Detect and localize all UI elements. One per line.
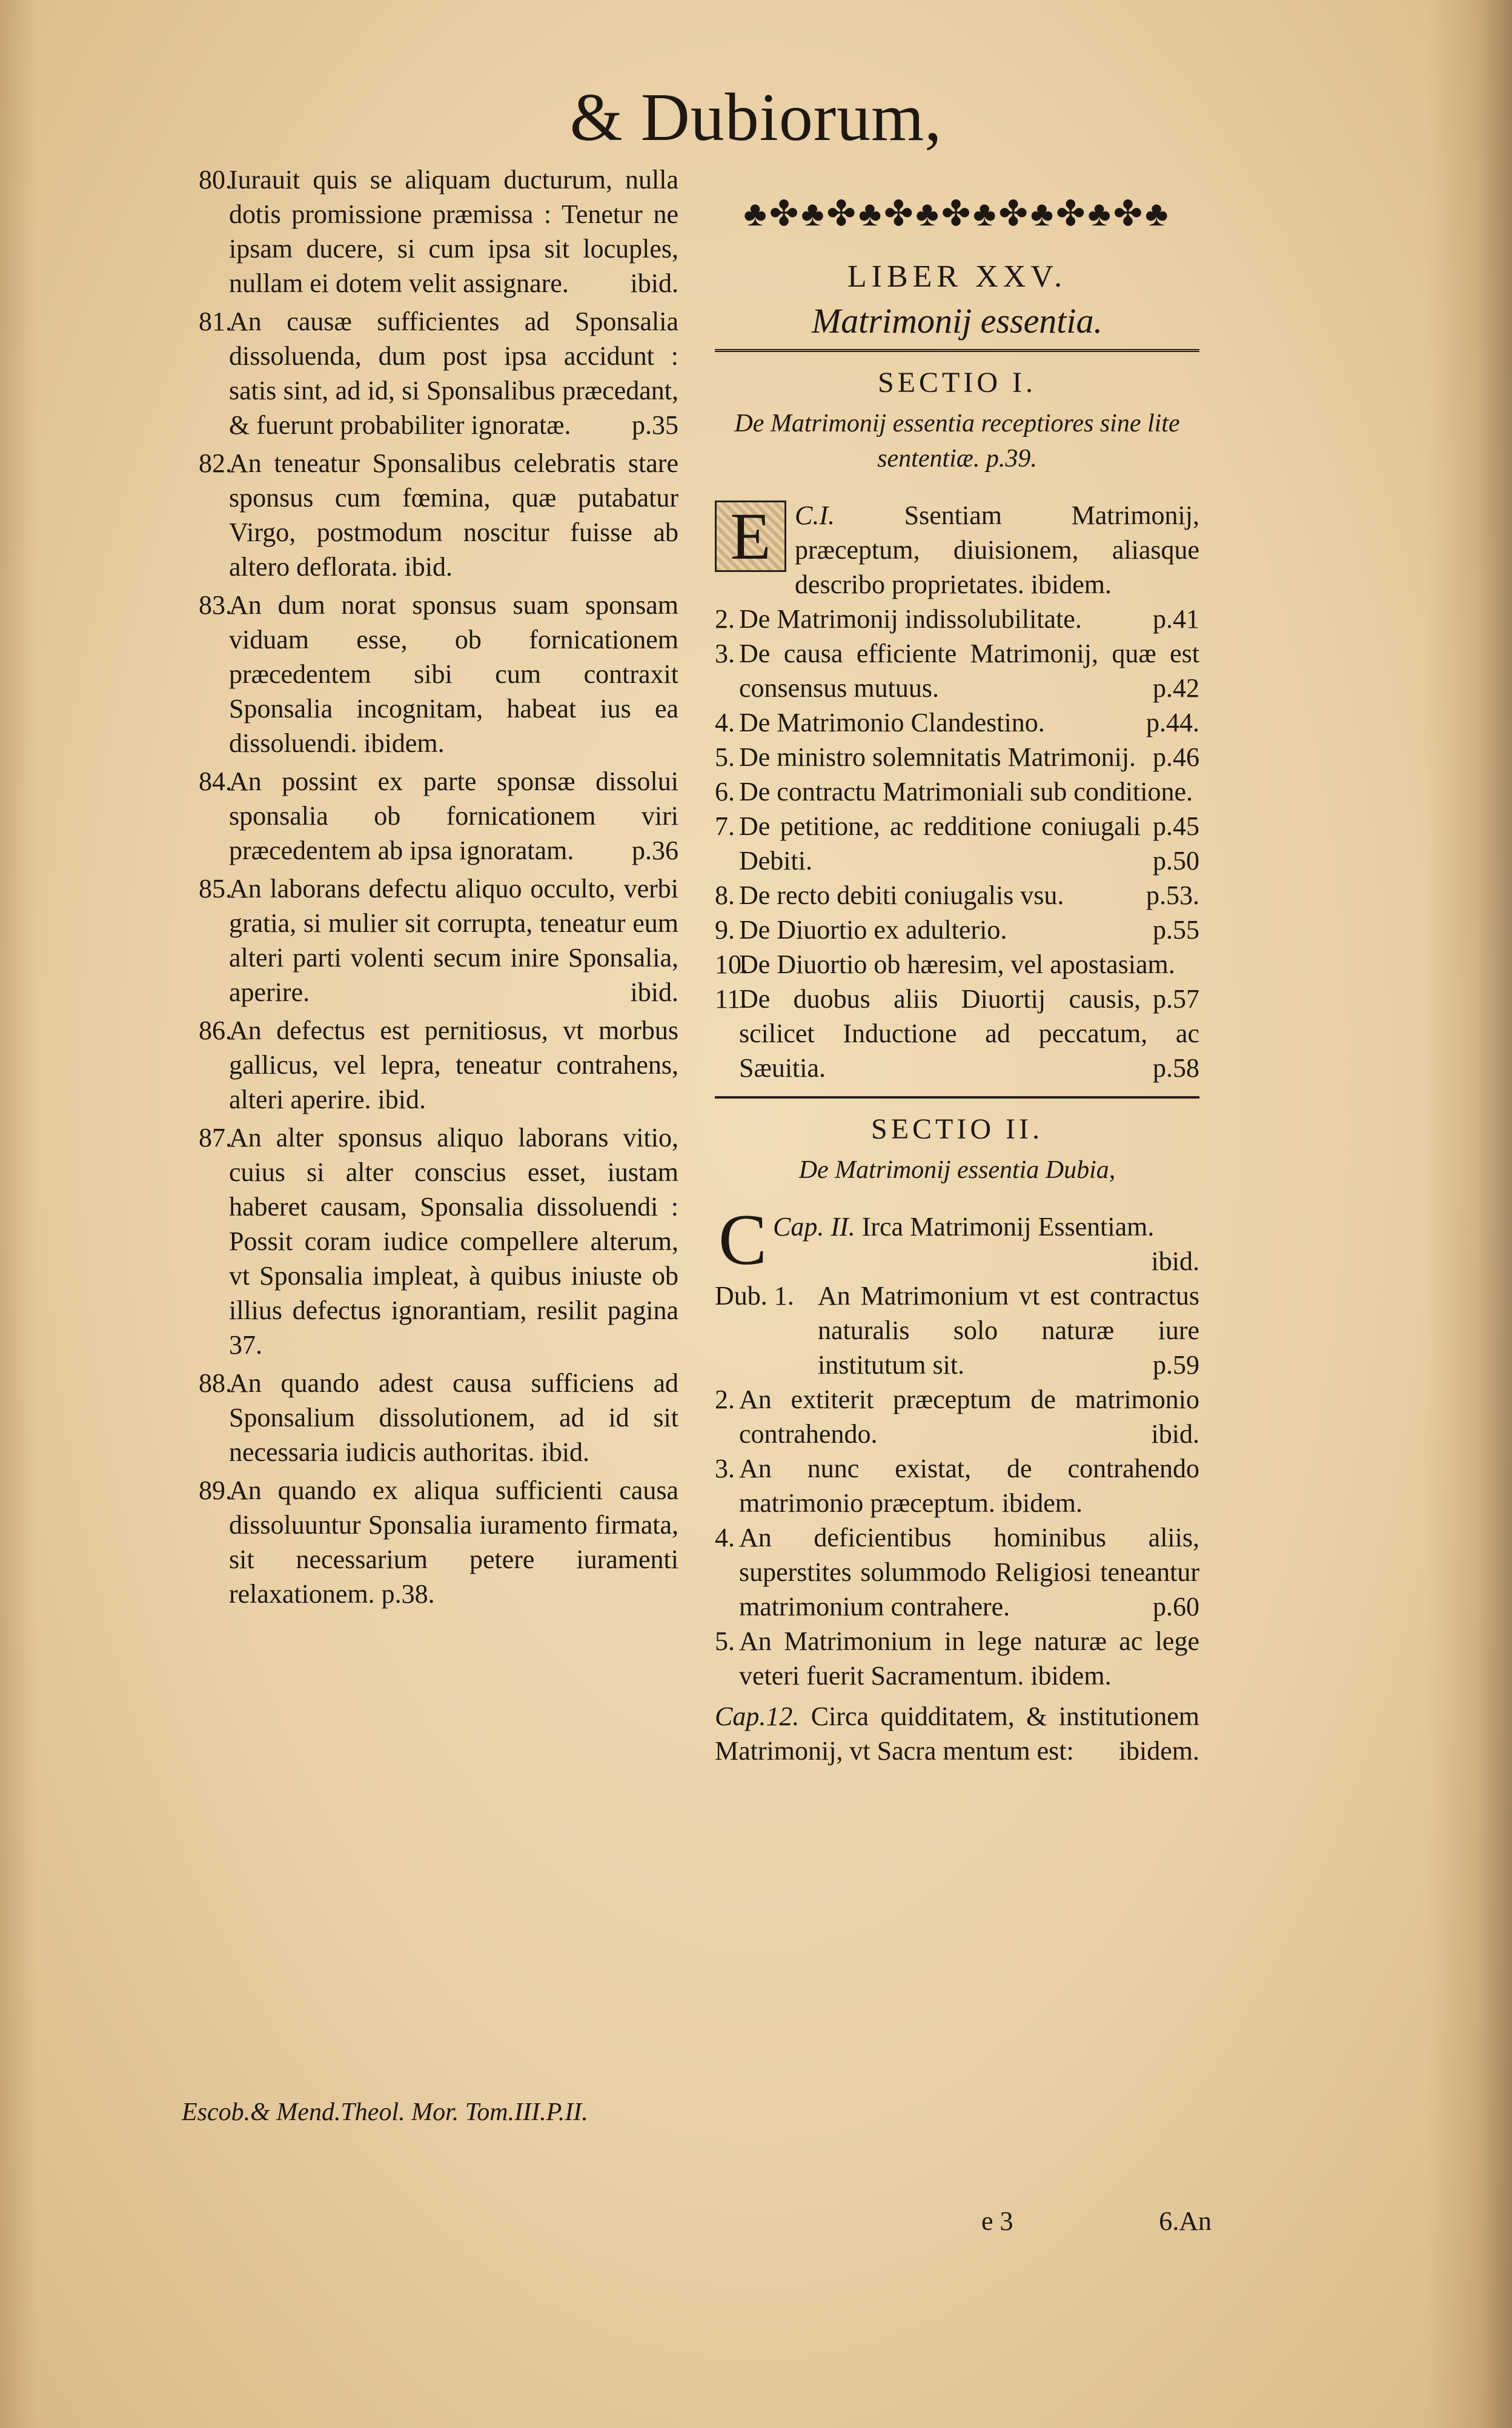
- item-text: An nunc existat, de contrahendo matrimonio præceptum.: [739, 1454, 1199, 1518]
- book-heading: LIBER XXV.: [847, 259, 1067, 294]
- page-ref: ibid.: [1151, 1419, 1199, 1449]
- ornamental-rule: [715, 349, 1199, 352]
- signature-line: [981, 2206, 1212, 2237]
- book-subtitle: Matrimonij essentia.: [811, 301, 1103, 341]
- section-1-caption: De Matrimonij essentia receptiores sine lite sententiæ. p.39.: [734, 410, 1180, 473]
- page-ref: p.45: [1153, 811, 1199, 841]
- entry-number: 88.: [199, 1368, 232, 1398]
- imprint-footer: Escob.& Mend.Theol. Mor. Tom.III.P.II.: [182, 2098, 588, 2126]
- initial-C: C: [718, 1199, 768, 1280]
- entry-number: 84.: [199, 767, 232, 796]
- section-2-item: [715, 1624, 1199, 1693]
- entry-81: [200, 304, 678, 442]
- section-1-item: [715, 878, 1199, 913]
- entry-88: [200, 1366, 678, 1469]
- item-number: 4.: [715, 708, 735, 737]
- item-number: 4.: [715, 1523, 735, 1552]
- entry-text: Iurauit quis se aliquam ducturum, nulla dotis promissione præmissa : Tenetur ne ipsam ducere, si cum ipsa sit locuples, nullam ei dotem velit assignare.: [229, 165, 678, 298]
- section-1-item: [715, 913, 1199, 947]
- page-shadow-right: [1427, 0, 1512, 2428]
- fleuron-ornament-band: ♣✤♣✤♣✤♣✤♣✤♣✤♣✤♣: [743, 194, 1171, 233]
- entry-number: 80.: [199, 165, 232, 195]
- item-number: 9.: [715, 915, 735, 945]
- item-text: De Diuortio ex adulterio.: [739, 915, 1007, 945]
- section-1-title: SECTIO I.: [878, 367, 1036, 399]
- catchword: 6.An: [1159, 2206, 1212, 2236]
- entry-84: [200, 764, 678, 868]
- page-ref: ibidem.: [1030, 570, 1112, 599]
- page-ref: ibidem.: [1001, 1488, 1083, 1518]
- item-number: Dub. 1.: [715, 1281, 794, 1311]
- section-1-item: [715, 602, 1199, 636]
- page-ref: ibid.: [404, 552, 453, 582]
- page-ref: ibidem.: [1030, 1661, 1112, 1691]
- item-text: De Matrimonio Clandestino.: [739, 708, 1045, 737]
- page-ref: p.46: [1153, 742, 1199, 772]
- item-text: De duobus aliis Diuortij causis, scilicet Inductione ad peccatum, ac Sæuitia.: [739, 984, 1199, 1083]
- entry-number: 81.: [199, 307, 232, 336]
- item-number: 5.: [715, 1626, 735, 1656]
- page-ref: p.35: [632, 410, 678, 440]
- page-ref: ibidem.: [363, 728, 445, 758]
- section-2-item: [715, 1279, 1199, 1382]
- entry-text: An quando ex aliqua sufficienti causa dissoluuntur Sponsalia iuramento firmata, sit necessarium petere iuramenti relaxationem.: [229, 1475, 678, 1609]
- left-column: [200, 162, 678, 1615]
- section-1-item: [715, 636, 1199, 705]
- section-1-item: [715, 774, 1199, 841]
- entry-85: [200, 871, 678, 1009]
- item-number: 7.: [715, 811, 735, 841]
- item-number: 5.: [715, 742, 735, 772]
- item-number: 11.: [715, 984, 748, 1014]
- section-2-item: [715, 1451, 1199, 1520]
- entry-80: [200, 162, 678, 301]
- page-ref: ibidem.: [1118, 1736, 1199, 1766]
- item-text: De contractu Matrimoniali sub conditione.: [739, 777, 1193, 807]
- entry-86: [200, 1013, 678, 1117]
- item-number: 10.: [715, 950, 748, 979]
- entry-number: 86.: [199, 1016, 232, 1045]
- item-text: De causa efficiente Matrimonij, quæ est consensus mutuus.: [739, 639, 1199, 703]
- entry-83: [200, 588, 678, 760]
- chapter-1-entry: [715, 498, 1199, 602]
- entry-number: 83.: [199, 590, 232, 620]
- chapter-11-entry: [715, 1199, 1199, 1280]
- entry-number: 82.: [199, 448, 232, 478]
- page-ref: p.41: [1153, 604, 1199, 634]
- right-column: [715, 193, 1199, 1768]
- section-1-item: [715, 809, 1199, 878]
- page-ref: p.53.: [1146, 880, 1199, 910]
- page-ref: ibid.: [377, 1085, 426, 1114]
- page-ref: ibid.: [1151, 1246, 1199, 1276]
- page-ref: p.57: [1153, 984, 1199, 1014]
- page-ref: ibid.: [630, 977, 678, 1007]
- item-text: An deficientibus hominibus aliis, superstites solummodo Religiosi teneantur matrimonium contrahere.: [739, 1523, 1199, 1621]
- chapter-label: Cap.12.: [715, 1701, 800, 1731]
- signature-mark: e 3: [981, 2206, 1013, 2236]
- section-2-title: SECTIO II.: [871, 1113, 1043, 1145]
- item-text: De ministro solemnitatis Matrimonij.: [739, 742, 1136, 772]
- item-text: De Matrimonij indissolubilitate.: [739, 604, 1082, 634]
- section-1-item: [715, 982, 1199, 1085]
- item-text: An Matrimonium vt est contractus naturalis solo naturæ iure institutum sit.: [818, 1281, 1199, 1380]
- page-ref: p.55: [1153, 915, 1199, 945]
- item-number: 3.: [715, 1454, 735, 1483]
- entry-text: An teneatur Sponsalibus celebratis stare sponsus cum fœmina, quæ putabatur Virgo, postmodum noscitur fuisse ab altero deflorata.: [229, 448, 678, 582]
- entry-82: [200, 446, 678, 584]
- chapter-text: Circa quidditatem, & institutionem Matrimonij, vt Sacra mentum est:: [715, 1701, 1199, 1766]
- page-ref: p.58: [1153, 1053, 1199, 1083]
- item-number: 2.: [715, 604, 735, 634]
- page-ref: p.38.: [381, 1579, 435, 1609]
- page-ref: ibid.: [630, 268, 678, 298]
- entry-number: 89.: [199, 1475, 232, 1505]
- page-ref: p.50: [1153, 846, 1199, 876]
- page-ref: p.60: [1153, 1592, 1199, 1621]
- item-number: 3.: [715, 639, 735, 668]
- page-ref: p.42: [1153, 673, 1199, 703]
- chapter-text: Irca Matrimonij Essentiam.: [861, 1212, 1155, 1242]
- chapter-label: C.I.: [795, 501, 835, 530]
- entry-89: [200, 1473, 678, 1611]
- page-ref: ibid.: [541, 1437, 590, 1467]
- item-text: De Diuortio ob hæresim, vel apostasiam.: [739, 950, 1175, 979]
- item-text: De recto debiti coniugalis vsu.: [739, 880, 1064, 910]
- entry-text: An causæ sufficientes ad Sponsalia dissoluenda, dum post ipsa accidunt : satis sint, ad id, si Sponsalibus præcedant, & fuerunt probabiliter ignoratæ.: [229, 307, 678, 440]
- entry-text: An quando adest causa sufficiens ad Sponsalium dissolutionem, ad id sit necessaria iudicis authoritas.: [229, 1368, 678, 1467]
- entry-text: An alter sponsus aliquo laborans vitio, cuius si alter conscius esset, iustam haberet causam, Sponsalia dissoluendi : Possit coram iudice compellere alterum, vt Sponsalia impleat, à quibus iniuste ob illius defectus ignorantiam, resilit pagina 37.: [229, 1123, 678, 1360]
- chapter-label: Cap. II.: [773, 1212, 855, 1242]
- item-number: 8.: [715, 880, 735, 910]
- page-shadow-left: [0, 0, 36, 2428]
- item-number: 2.: [715, 1385, 735, 1414]
- item-number: 6.: [715, 777, 735, 807]
- section-2-caption: De Matrimonij essentia Dubia,: [798, 1156, 1116, 1184]
- item-text: De petitione, ac redditione coniugali Debiti.: [739, 811, 1141, 876]
- entry-text: An dum norat sponsus suam sponsam viduam esse, ob fornicationem præcedentem sibi cum contraxit Sponsalia incognitam, habeat ius ea dissoluendi.: [229, 590, 678, 758]
- item-text: An Matrimonium in lege naturæ ac lege veteri fuerit Sacramentum.: [739, 1626, 1199, 1691]
- entry-text: An possint ex parte sponsæ dissolui sponsalia ob fornicationem viri præcedentem ab ipsa ignoratam.: [229, 767, 678, 865]
- item-text: An extiterit præceptum de matrimonio contrahendo.: [739, 1385, 1199, 1449]
- section-1-item: [715, 740, 1199, 774]
- entry-text: An laborans defectu aliquo occulto, verbi gratia, si mulier sit corrupta, teneatur eum alteri parti volenti secum inire Sponsalia, aperire.: [229, 874, 678, 1007]
- entry-87: [200, 1120, 678, 1362]
- page-ref: p.44.: [1146, 708, 1199, 737]
- entry-number: 87.: [199, 1123, 232, 1152]
- entry-number: 85.: [199, 874, 232, 903]
- section-2-item: [715, 1382, 1199, 1451]
- chapter-text: Ssentiam Matrimonij, præceptum, diuisionem, aliasque describo proprietates.: [795, 501, 1199, 599]
- decorated-initial-E: E: [715, 501, 786, 572]
- running-head: & Dubiorum,: [569, 80, 943, 155]
- entry-text: An defectus est pernitiosus, vt morbus gallicus, vel lepra, teneatur contrahens, alteri aperire.: [229, 1016, 678, 1114]
- page-ref: p.59: [1153, 1350, 1199, 1380]
- section-divider-rule: [715, 1096, 1199, 1099]
- section-2-item: [715, 1520, 1199, 1624]
- page-ref: p.36: [632, 836, 678, 865]
- section-1-item: [715, 705, 1199, 740]
- chapter-12-entry: [715, 1699, 1199, 1768]
